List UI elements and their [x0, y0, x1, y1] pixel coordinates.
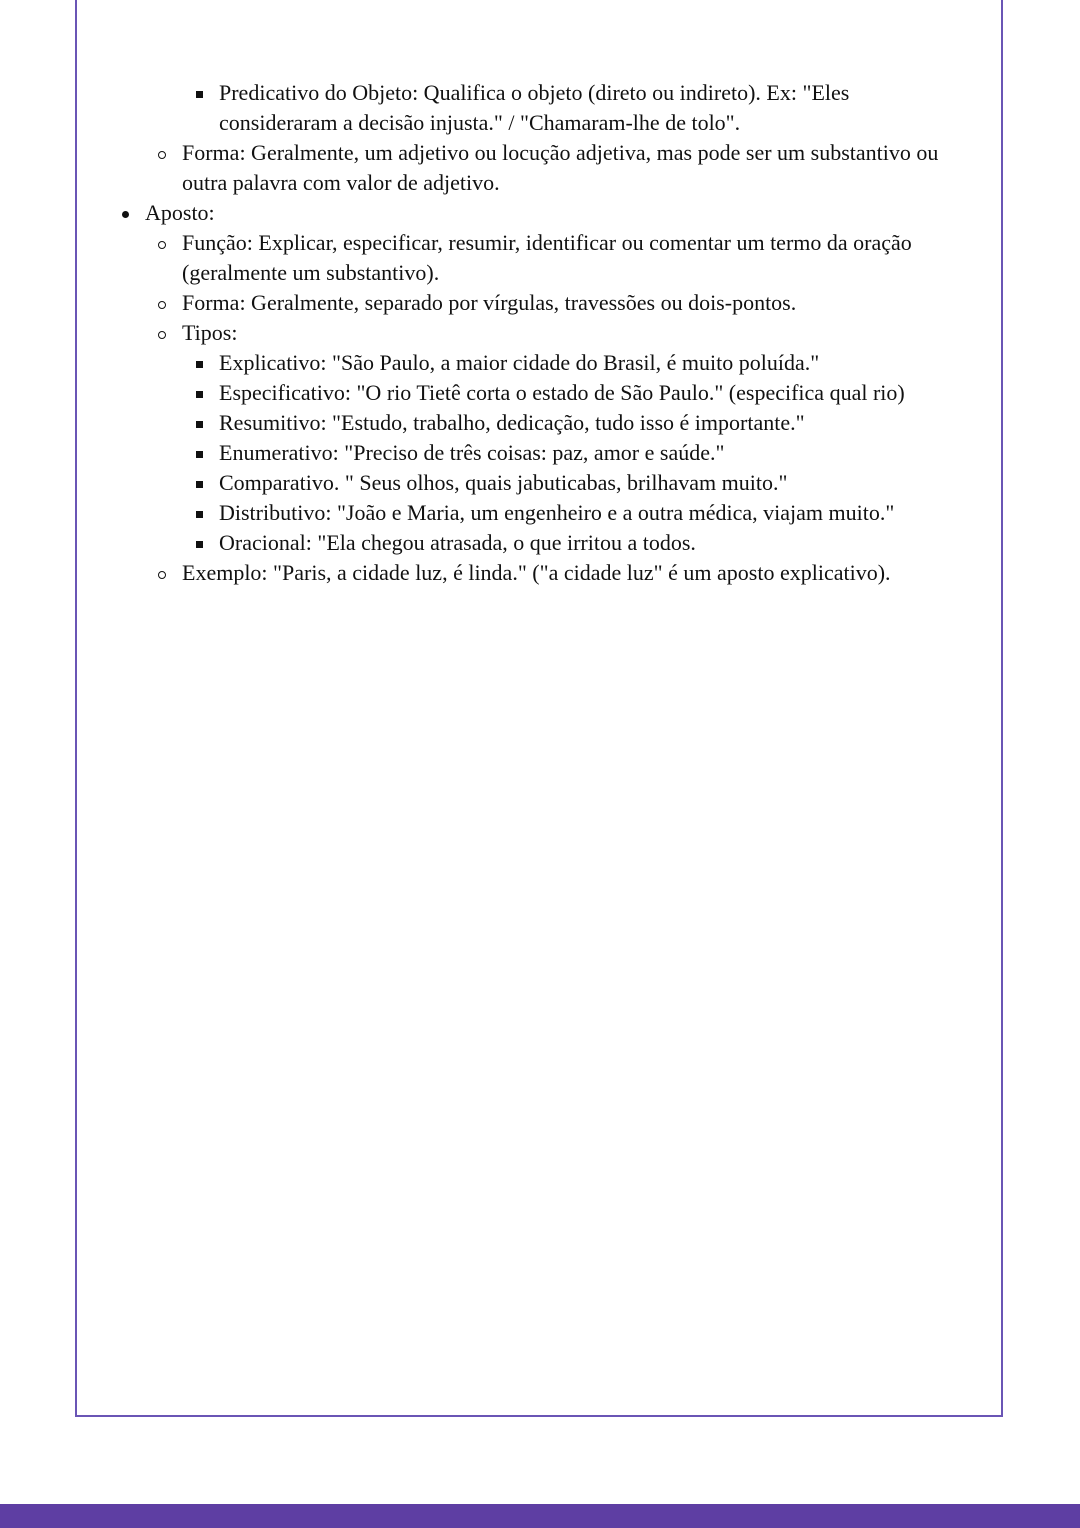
list-item-text: Forma: Geralmente, um adjetivo ou locução adjetiva, mas pode ser um substantivo ou: [182, 140, 939, 165]
list-item-text: Tipos:: [182, 320, 238, 345]
bullet-square-icon: [196, 541, 203, 548]
list-item-continuation: consideraram a decisão injusta." / "Chamaram-lhe de tolo".: [219, 110, 741, 135]
list-item-text: Aposto:: [145, 200, 215, 225]
list-item-continuation: outra palavra com valor de adjetivo.: [182, 170, 500, 195]
bullet-square-icon: [196, 511, 203, 518]
footer-bar: [0, 1504, 1080, 1528]
bullet-square-icon: [196, 451, 203, 458]
bullet-square-icon: [196, 421, 203, 428]
bullet-circle-icon: [158, 331, 166, 339]
list-item-text: Predicativo do Objeto: Qualifica o objeto (direto ou indireto). Ex: "Eles: [219, 80, 850, 105]
bullet-square-icon: [196, 91, 203, 98]
list-item-text: Oracional: "Ela chegou atrasada, o que irritou a todos.: [219, 530, 696, 555]
bullet-circle-icon: [158, 571, 166, 579]
list-item-text: Exemplo: "Paris, a cidade luz, é linda." ("a cidade luz" é um aposto explicativo).: [182, 560, 891, 585]
bullet-circle-icon: [158, 241, 166, 249]
list-item-text: Função: Explicar, especificar, resumir, identificar ou comentar um termo da oração: [182, 230, 912, 255]
list-item-text: Enumerativo: "Preciso de três coisas: paz, amor e saúde.": [219, 440, 725, 465]
bullet-circle-icon: [158, 301, 166, 309]
bullet-square-icon: [196, 391, 203, 398]
list-item-text: Comparativo. " Seus olhos, quais jabuticabas, brilhavam muito.": [219, 470, 788, 495]
list-item-text: Forma: Geralmente, separado por vírgulas, travessões ou dois-pontos.: [182, 290, 797, 315]
list-item-text: Especificativo: "O rio Tietê corta o estado de São Paulo." (especifica qual rio): [219, 380, 905, 405]
bullet-circle-icon: [158, 151, 166, 159]
bullet-square-icon: [196, 481, 203, 488]
list-item-text: Distributivo: "João e Maria, um engenheiro e a outra médica, viajam muito.": [219, 500, 895, 525]
list-item-continuation: (geralmente um substantivo).: [182, 260, 440, 285]
list-item-text: Resumitivo: "Estudo, trabalho, dedicação, tudo isso é importante.": [219, 410, 805, 435]
bullet-square-icon: [196, 361, 203, 368]
list-item-text: Explicativo: "São Paulo, a maior cidade do Brasil, é muito poluída.": [219, 350, 820, 375]
bullet-disc-icon: [122, 211, 129, 218]
